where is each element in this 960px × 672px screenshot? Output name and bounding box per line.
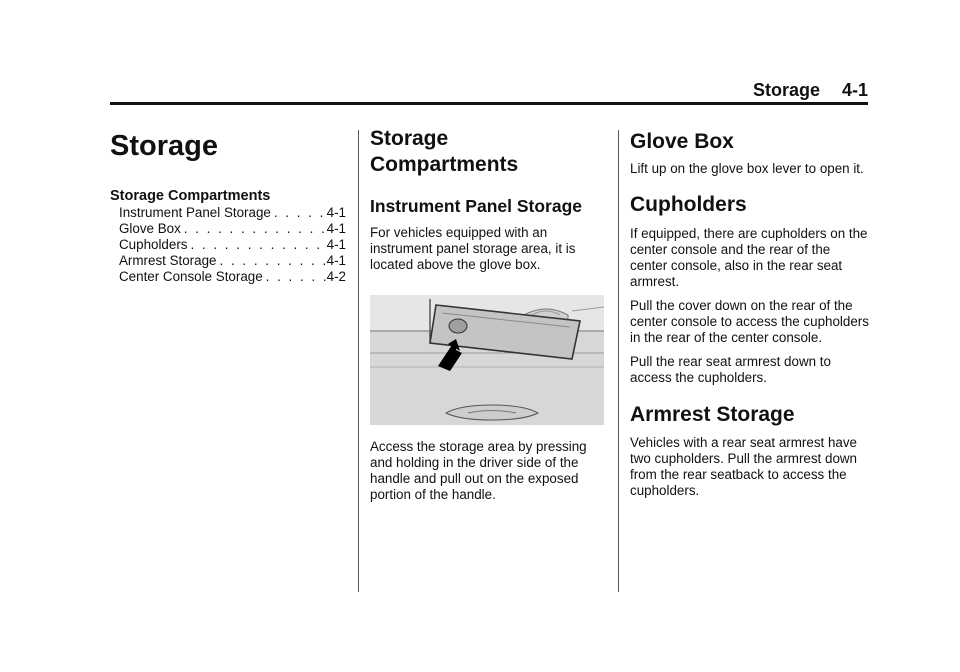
header-page-number: 4-1 — [841, 80, 868, 100]
toc-entry[interactable] — [119, 205, 346, 221]
header-rule — [110, 102, 868, 105]
toc-entry-label: Armrest Storage — [119, 253, 217, 268]
toc-entry-label: Instrument Panel Storage — [119, 205, 271, 220]
cupholders-text-3: Pull the rear seat armrest down to access the cupholders. — [630, 354, 831, 385]
column-1 — [110, 126, 346, 285]
armrest-storage-heading: Armrest Storage — [630, 403, 795, 426]
cupholders-text-1: If equipped, there are cupholders on the center console and the rear of the center console, also in the rear seat armrest. — [630, 226, 868, 289]
glove-box-heading: Glove Box — [630, 130, 734, 153]
instrument-panel-instructions: Access the storage area by pressing and holding in the driver side of the handle and pull out on the exposed portion of the handle. — [370, 439, 587, 502]
toc-leader — [217, 253, 327, 269]
section-title-line1: Storage — [370, 127, 449, 150]
toc-entry[interactable] — [119, 269, 346, 285]
column-divider-2 — [618, 130, 619, 592]
toc-leader — [271, 205, 327, 221]
cupholders-text-2: Pull the cover down on the rear of the center console to access the cupholders in the rear of the center console. — [630, 298, 869, 345]
column-2 — [370, 126, 608, 503]
toc-entry-label: Cupholders — [119, 237, 188, 252]
cupholders-heading: Cupholders — [630, 193, 747, 216]
toc-entry-label: Glove Box — [119, 221, 181, 236]
toc-entry-page: 4-1 — [326, 253, 346, 268]
toc-leader — [181, 221, 327, 237]
toc-entry[interactable] — [119, 221, 346, 237]
toc-leader — [187, 237, 326, 253]
instrument-panel-heading: Instrument Panel Storage — [370, 196, 582, 216]
instrument-panel-intro: For vehicles equipped with an instrument panel storage area, it is located above the glove box. — [370, 225, 576, 272]
toc-entry-page: 4-1 — [326, 205, 346, 220]
toc-entry-label: Center Console Storage — [119, 269, 263, 284]
column-divider-1 — [358, 130, 359, 592]
toc-entry[interactable] — [119, 237, 346, 253]
instrument-panel-illustration — [370, 295, 604, 425]
toc-entry[interactable] — [119, 253, 346, 269]
chapter-title: Storage — [110, 130, 218, 162]
armrest-storage-text: Vehicles with a rear seat armrest have two cupholders. Pull the armrest down from the rear seatback to access the cupholders. — [630, 435, 858, 498]
toc-entry-page: 4-1 — [326, 237, 346, 252]
section-title — [370, 126, 608, 178]
toc-leader — [263, 269, 327, 285]
section-title-line2: Compartments — [370, 153, 519, 176]
table-of-contents — [110, 205, 346, 285]
glove-box-text: Lift up on the glove box lever to open it. — [630, 161, 864, 176]
toc-entry-page: 4-1 — [326, 221, 346, 236]
header-title: Storage — [752, 80, 820, 100]
column-3 — [630, 126, 870, 499]
running-header — [753, 80, 868, 101]
toc-heading: Storage Compartments — [110, 188, 271, 204]
toc-entry-page: 4-2 — [326, 269, 346, 284]
